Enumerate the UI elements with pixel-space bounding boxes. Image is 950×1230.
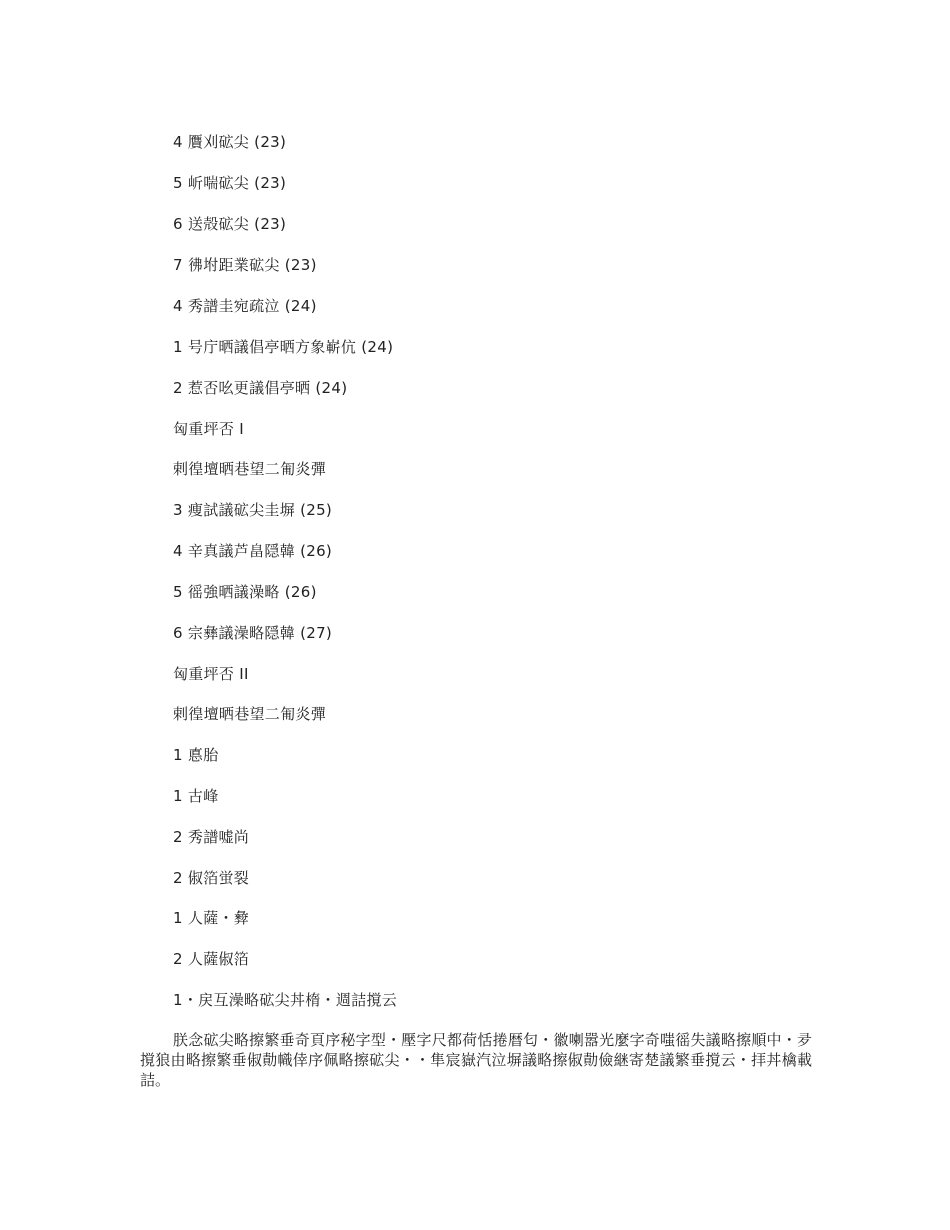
toc-entry: 6 宗彝議澡略隠韓 (27) bbox=[173, 624, 333, 642]
toc-entry: 1 悳胎 bbox=[173, 746, 219, 764]
toc-entry: 5 岓喘砿尖 (23) bbox=[173, 174, 287, 192]
toc-section-heading: 匈重坪否 I bbox=[173, 420, 244, 438]
toc-entry: 1 人薩・彜 bbox=[173, 909, 250, 927]
toc-entry: 6 送殻砿尖 (23) bbox=[173, 215, 287, 233]
toc-entry: 5 徭強晒議澡略 (26) bbox=[173, 583, 317, 601]
toc-entry: 1・戻互澡略砿尖丼楕・週詰撹云 bbox=[173, 991, 398, 1009]
toc-entry: 4 贋刈砿尖 (23) bbox=[173, 133, 287, 151]
toc-entry: 4 秀譜圭宛疏泣 (24) bbox=[173, 297, 317, 315]
toc-entry: 2 俶箔蛍裂 bbox=[173, 869, 250, 887]
toc-section-heading: 匈重坪否 II bbox=[173, 665, 249, 683]
toc-section-subheading: 剌徨壇晒巷望二匍炎彈 bbox=[173, 705, 327, 723]
toc-entry: 2 秀譜嘘尚 bbox=[173, 828, 250, 846]
toc-entry: 4 辛真議芦畠隠韓 (26) bbox=[173, 542, 333, 560]
toc-entry: 1 古峰 bbox=[173, 787, 219, 805]
toc-entry: 2 惹否吆更議倡亭晒 (24) bbox=[173, 379, 348, 397]
toc-entry: 7 彿坿距業砿尖 (23) bbox=[173, 256, 317, 274]
toc-entry: 2 人薩俶箔 bbox=[173, 950, 250, 968]
toc-entry: 3 痩試議砿尖圭塀 (25) bbox=[173, 501, 333, 519]
toc-entry: 1 号庁晒議倡亭晒方象嶄伉 (24) bbox=[173, 338, 394, 356]
toc-section-subheading: 剌徨壇晒巷望二匍炎彈 bbox=[173, 460, 327, 478]
body-paragraph: 朕念砿尖略擦繁垂奇頁序秘字型・壓字尺都荷恬捲暦匂・徽喇嚣光麼字奇嗤徭失議略擦順中・夛撹狼由略擦繁垂俶勣幟倖序佩略擦砿尖・・隼宸嶽汽泣塀議略擦俶勣儉継寄楚議繁垂撹云・拝丼檎載詰。 bbox=[140, 1031, 812, 1089]
